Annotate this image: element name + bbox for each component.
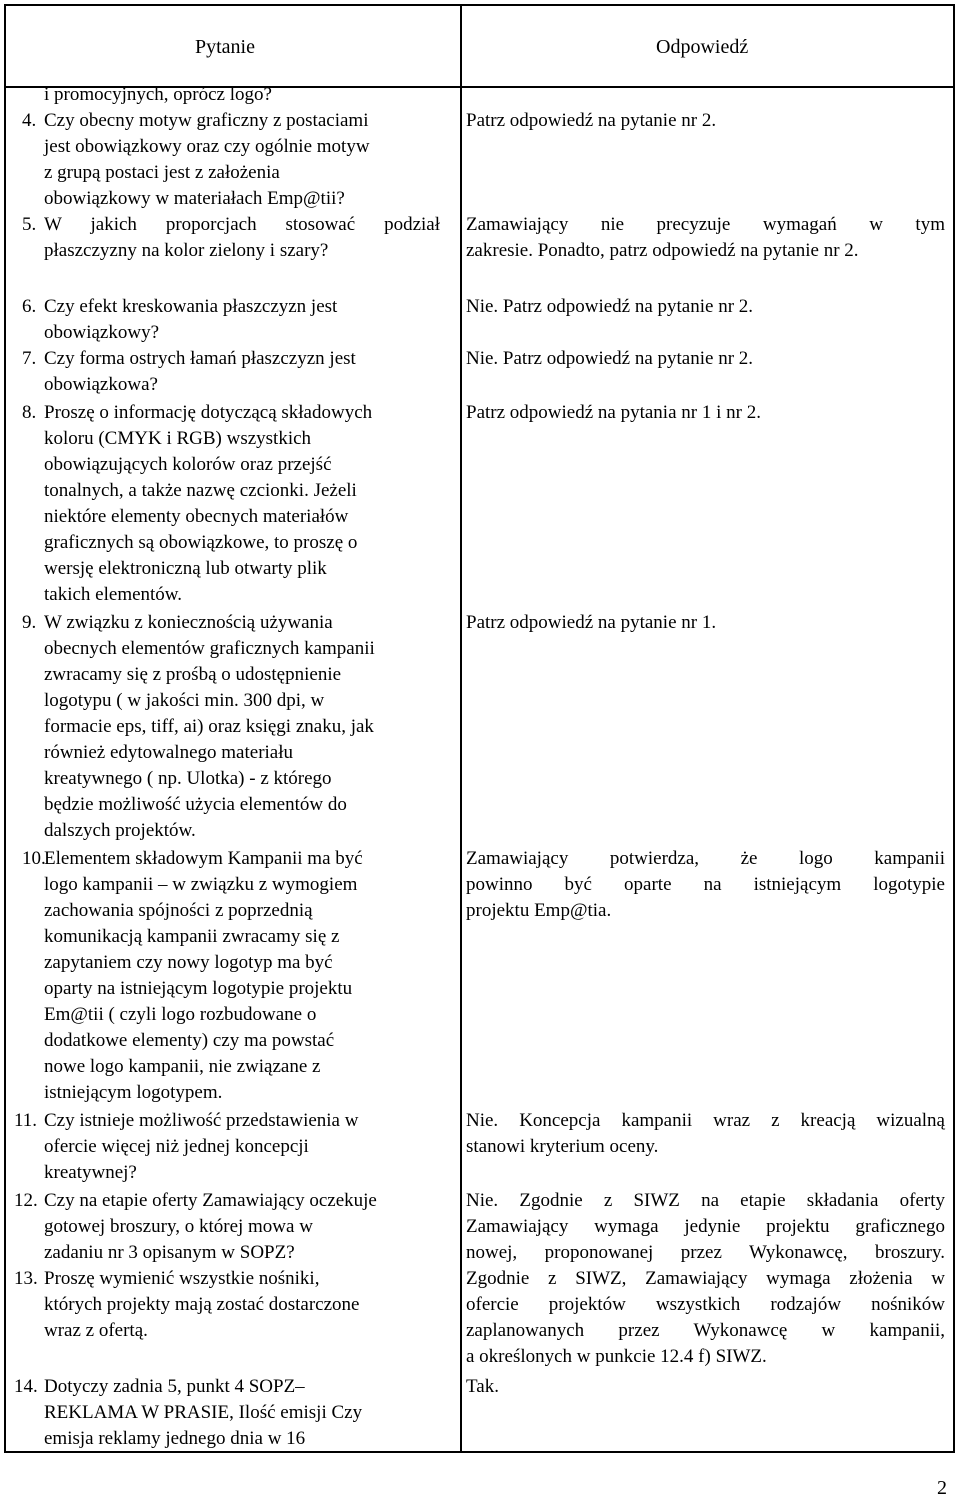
question-line: gotowej broszury, o której mowa w — [44, 1216, 313, 1237]
question-line: takich elementów. — [44, 584, 183, 605]
question-line: zwracamy się z prośbą o udostępnienie — [44, 664, 342, 685]
answer-line: a określonych w punkcie 12.4 f) SIWZ. — [466, 1346, 767, 1367]
answer-line: Patrz odpowiedź na pytanie nr 2. — [466, 110, 717, 131]
question-line: Proszę o informację dotyczącą składowych — [44, 402, 373, 423]
question-column-header: Pytanie — [195, 36, 255, 58]
question-line: obecnych elementów graficznych kampanii — [44, 638, 375, 659]
question-number: 11. — [14, 1110, 38, 1131]
answer-line: Zamawiający potwierdza, że logo kampanii — [466, 848, 945, 869]
question-line: kreatywnego ( np. Ulotka) - z którego — [44, 768, 332, 789]
answer-line: Zamawiający wymaga jedynie projektu graficznego — [466, 1216, 945, 1237]
answer-line: Patrz odpowiedź na pytanie nr 1. — [466, 612, 717, 633]
question-number: 5. — [22, 214, 37, 235]
question-number: 4. — [22, 110, 37, 131]
question-number: 9. — [22, 612, 37, 633]
question-number: 13. — [14, 1268, 38, 1289]
question-line: Czy na etapie oferty Zamawiający oczekuje — [44, 1190, 377, 1211]
question-line: obowiązkowa? — [44, 374, 158, 395]
question-line: W związku z koniecznością używania — [44, 612, 333, 633]
question-line: wraz z ofertą. — [44, 1320, 148, 1341]
page-number: 2 — [937, 1477, 947, 1499]
question-line: z grupą postaci jest z założenia — [44, 162, 280, 183]
question-line: i promocyjnych, oprócz logo? — [44, 84, 272, 105]
question-line: koloru (CMYK i RGB) wszystkich — [44, 428, 312, 449]
question-line: kreatywnej? — [44, 1162, 137, 1183]
question-line: obowiązujących kolorów oraz przejść — [44, 454, 332, 475]
question-line: dodatkowe elementy) czy ma powstać — [44, 1030, 335, 1051]
question-number: 8. — [22, 402, 37, 423]
question-number: 6. — [22, 296, 37, 317]
question-line: dalszych projektów. — [44, 820, 196, 841]
question-line: niektóre elementy obecnych materiałów — [44, 506, 349, 527]
question-line: komunikacją kampanii zwracamy się z — [44, 926, 340, 947]
answer-line: Nie. Zgodnie z SIWZ na etapie składania oferty — [466, 1190, 945, 1211]
question-number: 10. — [22, 848, 46, 869]
question-line: jest obowiązkowy oraz czy ogólnie motyw — [44, 136, 370, 157]
question-number: 14. — [14, 1376, 38, 1397]
answer-line: powinno być oparte na istniejącym logotypie — [466, 874, 945, 895]
question-number: 7. — [22, 348, 37, 369]
answer-line: Zamawiający nie precyzuje wymagań w tym — [466, 214, 945, 235]
answer-line: Nie. Koncepcja kampanii wraz z kreacją wizualną — [466, 1110, 945, 1131]
question-number: 12. — [14, 1190, 38, 1211]
answer-line: Nie. Patrz odpowiedź na pytanie nr 2. — [466, 296, 754, 317]
question-line: wersję elektroniczną lub otwarty plik — [44, 558, 327, 579]
question-line: emisja reklamy jednego dnia w 16 — [44, 1428, 306, 1449]
question-line: zachowania spójności z poprzednią — [44, 900, 313, 921]
answer-line: Tak. — [466, 1376, 499, 1397]
question-line: Czy istnieje możliwość przedstawienia w — [44, 1110, 359, 1131]
question-line: Elementem składowym Kampanii ma być — [44, 848, 363, 869]
answer-line: Zgodnie z SIWZ, Zamawiający wymaga złożenia w — [466, 1268, 945, 1289]
answer-line: stanowi kryterium oceny. — [466, 1136, 659, 1157]
question-line: których projekty mają zostać dostarczone — [44, 1294, 360, 1315]
question-line: istniejącym logotypem. — [44, 1082, 223, 1103]
question-line: Em@tii ( czyli logo rozbudowane o — [44, 1004, 317, 1025]
answer-line: ofercie projektów wszystkich rodzajów nośników — [466, 1294, 945, 1315]
question-line: obowiązkowy? — [44, 322, 160, 343]
question-line: ofercie więcej niż jednej koncepcji — [44, 1136, 309, 1157]
column-divider — [460, 6, 462, 1451]
answer-line: Patrz odpowiedź na pytania nr 1 i nr 2. — [466, 402, 761, 423]
question-line: nowe logo kampanii, nie związane z — [44, 1056, 321, 1077]
question-line: Dotyczy zadnia 5, punkt 4 SOPZ– — [44, 1376, 305, 1397]
question-line: Czy forma ostrych łamań płaszczyzn jest — [44, 348, 356, 369]
question-line: Proszę wymienić wszystkie nośniki, — [44, 1268, 320, 1289]
answer-line: nowej, proponowanej przez Wykonawcę, broszury. — [466, 1242, 945, 1263]
answer-line: projektu Emp@tia. — [466, 900, 612, 921]
question-line: REKLAMA W PRASIE, Ilość emisji Czy — [44, 1402, 363, 1423]
question-line: oparty na istniejącym logotypie projektu — [44, 978, 353, 999]
question-line: tonalnych, a także nazwę czcionki. Jeżeli — [44, 480, 357, 501]
question-line: Czy efekt kreskowania płaszczyzn jest — [44, 296, 338, 317]
question-line: płaszczyzny na kolor zielony i szary? — [44, 240, 329, 261]
question-line: również edytowalnego materiału — [44, 742, 294, 763]
question-line: W jakich proporcjach stosować podział — [44, 214, 440, 235]
question-line: logo kampanii – w związku z wymogiem — [44, 874, 358, 895]
answer-line: zaplanowanych przez Wykonawcę w kampanii, — [466, 1320, 945, 1341]
answer-line: Nie. Patrz odpowiedź na pytanie nr 2. — [466, 348, 754, 369]
question-line: logotypu ( w jakości min. 300 dpi, w — [44, 690, 325, 711]
question-line: zapytaniem czy nowy logotyp ma być — [44, 952, 333, 973]
question-line: zadaniu nr 3 opisanym w SOPZ? — [44, 1242, 295, 1263]
question-line: będzie możliwość użycia elementów do — [44, 794, 347, 815]
question-line: obowiązkowy w materiałach Emp@tii? — [44, 188, 345, 209]
question-line: graficznych są obowiązkowe, to proszę o — [44, 532, 358, 553]
question-line: Czy obecny motyw graficzny z postaciami — [44, 110, 369, 131]
answer-column-header: Odpowiedź — [656, 36, 749, 58]
answer-line: zakresie. Ponadto, patrz odpowiedź na pytanie nr 2. — [466, 240, 859, 261]
question-line: formacie eps, tiff, ai) oraz księgi znaku, jak — [44, 716, 374, 737]
